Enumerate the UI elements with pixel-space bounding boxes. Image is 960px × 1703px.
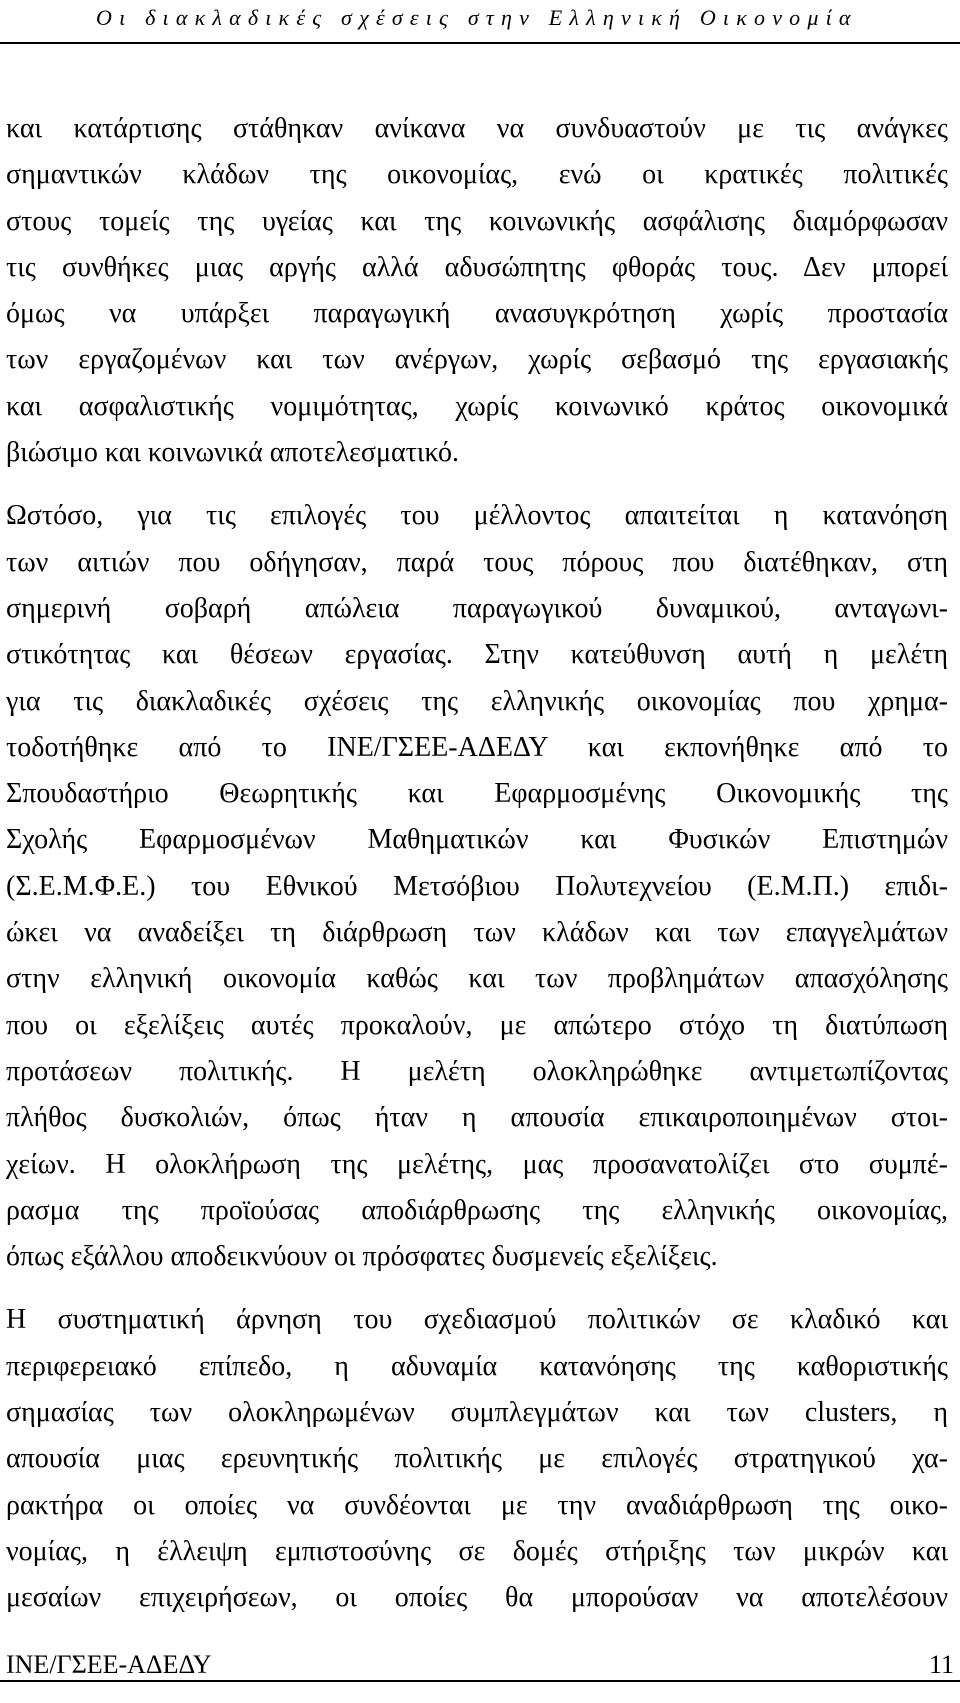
text-line: στην ελληνική οικονομία καθώς και των προβλημάτων απασχόλησης — [6, 963, 948, 995]
text-line: προτάσεων πολιτικής. Η μελέτη ολοκληρώθηκε αντιμετωπίζοντας — [6, 1055, 948, 1087]
text-line: και κατάρτισης στάθηκαν ανίκανα να συνδυαστούν με τις ανάγκες — [6, 113, 948, 144]
text-line: Η συστηματική άρνηση του σχεδιασμού πολιτικών σε κλαδικό και — [6, 1304, 948, 1336]
text-line: απουσία μιας ερευνητικής πολιτικής με επιλογές στρατηγικού χα- — [6, 1443, 948, 1475]
text-line: όπως εξάλλου αποδεικνύουν οι πρόσφατες δυσμενείς εξελίξεις. — [6, 1241, 718, 1273]
text-line: περιφερειακό επίπεδο, η αδυναμία κατανόησης της καθοριστικής — [6, 1350, 948, 1382]
header-rule — [0, 42, 960, 44]
paragraph-3 — [6, 1297, 948, 1621]
body-text — [6, 106, 948, 1622]
paragraph-2 — [6, 493, 948, 1280]
paragraph-gap — [6, 1280, 948, 1297]
text-line: ρακτήρα οι οποίες να συνδέονται με την αναδιάρθρωση της οικο- — [6, 1489, 948, 1521]
text-line: πλήθος δυσκολιών, όπως ήταν η απουσία επικαιροποιημένων στοι- — [6, 1102, 948, 1134]
text-line: και ασφαλιστικής νομιμότητας, χωρίς κοινωνικό κράτος οικονομικά — [6, 390, 948, 422]
footer-rule — [0, 1680, 960, 1682]
text-line: σημασίας των ολοκληρωμένων συμπλεγμάτων και των clusters, η — [6, 1397, 948, 1429]
footer-publisher: ΙΝΕ/ΓΣΕΕ-ΑΔΕΔΥ — [6, 1650, 212, 1679]
page-number: 11 — [928, 1650, 954, 1679]
running-header: Οι διακλαδικές σχέσεις στην Ελληνική Οικονομία — [96, 5, 858, 30]
text-line: τοδοτήθηκε από το ΙΝΕ/ΓΣΕΕ-ΑΔΕΔΥ και εκπονήθηκε από το — [6, 731, 948, 763]
text-line: στικότητας και θέσεων εργασίας. Στην κατεύθυνση αυτή η μελέτη — [6, 639, 948, 671]
text-line: μεσαίων επιχειρήσεων, οι οποίες θα μπορούσαν να αποτελέσουν — [6, 1582, 948, 1614]
text-line: Ωστόσο, για τις επιλογές του μέλλοντος απαιτείται η κατανόηση — [6, 500, 948, 532]
text-line: Σπουδαστήριο Θεωρητικής και Εφαρμοσμένης Οικονομικής της — [6, 778, 948, 810]
text-line: για τις διακλαδικές σχέσεις της ελληνικής οικονομίας που χρημα- — [6, 685, 948, 717]
text-line: βιώσιμο και κοινωνικά αποτελεσματικό. — [6, 437, 459, 469]
text-line: των αιτιών που οδήγησαν, παρά τους πόρους που διατέθηκαν, στη — [6, 546, 948, 578]
text-line: των εργαζομένων και των ανέργων, χωρίς σεβασμό της εργασιακής — [6, 344, 948, 376]
text-line: στους τομείς της υγείας και της κοινωνικής ασφάλισης διαμόρφωσαν — [6, 205, 948, 237]
text-line: σημερινή σοβαρή απώλεια παραγωγικού δυναμικού, ανταγωνι- — [6, 592, 948, 624]
text-line: όμως να υπάρξει παραγωγική ανασυγκρότηση χωρίς προστασία — [6, 298, 948, 330]
text-line: χείων. Η ολοκλήρωση της μελέτης, μας προσανατολίζει στο συμπέ- — [6, 1148, 948, 1180]
text-line: ώκει να αναδείξει τη διάρθρωση των κλάδων και των επαγγελμάτων — [6, 917, 948, 949]
text-line: (Σ.Ε.Μ.Φ.Ε.) του Εθνικού Μετσόβιου Πολυτεχνείου (Ε.Μ.Π.) επιδι- — [6, 870, 948, 902]
text-line: τις συνθήκες μιας αργής αλλά αδυσώπητης φθοράς τους. Δεν μπορεί — [6, 251, 948, 283]
text-line: ρασμα της προϊούσας αποδιάρθρωσης της ελληνικής οικονομίας, — [6, 1194, 948, 1226]
text-line: νομίας, η έλλειψη εμπιστοσύνης σε δομές στήριξης των μικρών και — [6, 1535, 948, 1567]
paragraph-1 — [6, 106, 948, 476]
text-line: σημαντικών κλάδων της οικονομίας, ενώ οι κρατικές πολιτικές — [6, 159, 948, 191]
text-line: Σχολής Εφαρμοσμένων Μαθηματικών και Φυσικών Επιστημών — [6, 824, 948, 856]
text-line: που οι εξελίξεις αυτές προκαλούν, με απώτερο στόχο τη διατύπωση — [6, 1009, 948, 1041]
paragraph-gap — [6, 476, 948, 493]
